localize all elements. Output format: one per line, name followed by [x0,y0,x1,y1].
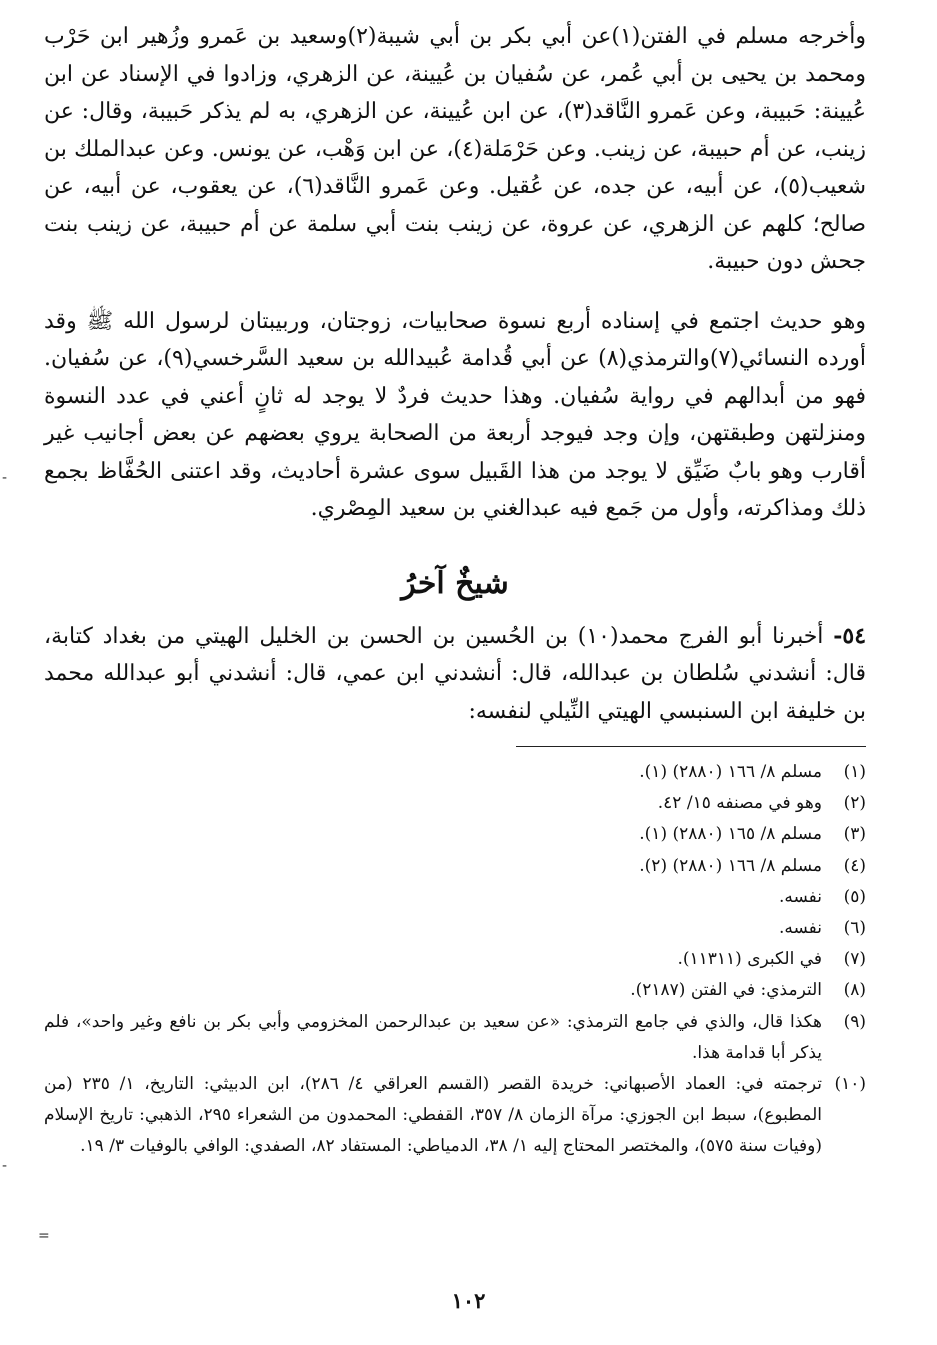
margin-mark: - [2,470,8,486]
entry-number: ٥٤- [833,622,867,649]
footnote-text: ترجمته في: العماد الأصبهاني: خريدة القصر (القسم العراقي ٤/ ٢٨٦)، ابن الدبيثي: التاريخ، ١/ ٢٣٥ (من المطبوع)، سبط ابن الجوزي: مرآة الزمان ٨/ ٣٥٧، القفطي: المحمدون من الشعراء ٢٩٥، الذهبي: تاريخ الإسلام (وفيات سنة ٥٧٥)، والمختصر المحتاج إليه ١/ ٣٨، الدمياطي: المستفاد ٨٢، الصفدي: الوافي بالوفيات ٣/ ١٩. [44,1074,823,1157]
footnote-4 [44,851,866,882]
footnote-7 [44,944,866,975]
page-number: ١٠٢ [451,1288,486,1313]
footnote-number: (٧) [843,949,866,970]
footnote-1 [44,757,866,788]
footnote-3 [44,819,866,850]
footnote-text: مسلم ٨/ ١٦٦ (٢٨٨٠) (١). [639,762,822,782]
footnote-separator [516,746,866,747]
footnote-text: مسلم ٨/ ١٦٦ (٢٨٨٠) (٢). [639,855,822,876]
footnote-5 [44,882,866,913]
body-paragraph-2: وهو حديث اجتمع في إسناده أربع نسوة صحابيات، زوجتان، وربيبتان لرسول الله ﷺ وقد أورده النسائي(٧)والترمذي(٨) عن أبي قُدامة عُبيدالله بن سعيد السَّرخسي(٩)، عن سُفيان. فهو من أبدالهم في رواية سُفيان. وهذا حديث فردٌ لا يوجد له ثانٍ أعني في عدد النسوة ومنزلتهن وطبقتهن، وإن وجد فيوجد أربعة من الصحابة يروي بعضهم عن بعض أجانيب غير أقارب وهو بابٌ ضَيِّق لا يوجد من هذا القَبيل سوى عشرة أحاديث، وقد اعتنى الحُفَّاظ بجمع ذلك ومذاكرته، وأول من جَمع فيه عبدالغني بن سعيد المِصْري. [44,308,866,521]
footnote-number: (٣) [843,824,866,845]
section-heading: شيخٌ آخرُ [401,565,509,601]
footnote-text: في الكبرى (١١٣١١). [677,949,822,970]
footnote-number: (٤) [843,855,866,876]
footnote-number: (١) [843,762,866,782]
footnote-number: (١٠) [834,1074,866,1095]
footnote-text: مسلم ٨/ ١٦٥ (٢٨٨٠) (١). [639,824,822,845]
body-paragraph-3 [44,618,866,731]
footnotes-list [44,757,866,1163]
footnote-number: (٥) [843,886,866,907]
margin-mark: = [38,1228,50,1244]
footnote-6 [44,913,866,944]
footnote-text: وهو في مصنفه ١٥/ ٤٢. [657,793,822,814]
footnote-text: نفسه. [778,886,822,907]
footnote-number: (٨) [843,980,866,1001]
footnote-text: هكذا قال، والذي في جامع الترمذي: «عن سعيد بن عبدالرحمن المخزومي وأبي بكر بن نافع وغير واحد»، فلم يذكر أبا قدامة هذا. [44,1011,822,1063]
footnote-number: (٩) [843,1011,866,1032]
entry-text: أخبرنا أبو الفرج محمد(١٠) بن الحُسين بن الحسن بن الخليل الهيتي من بغداد كتابة، قال: أنشدني سُلطان بن عبدالله، قال: أنشدني ابن عمي، قال: أنشدني أبو عبدالله محمد بن خليفة ابن السنبسي الهيتي النِّيلي لنفسه: [44,623,866,724]
footnote-9 [44,1007,866,1069]
footnote-10 [44,1069,866,1163]
footnote-text: نفسه. [778,918,822,939]
margin-mark: - [2,1158,8,1174]
footnote-8 [44,975,866,1006]
page-content [44,18,866,1163]
footnote-number: (٦) [843,918,866,939]
footnote-2 [44,788,866,819]
body-paragraph-1: وأخرجه مسلم في الفتن(١)عن أبي بكر بن أبي شيبة(٢)وسعيد بن عَمرو وزُهير ابن حَرْب ومحمد بن يحيى بن أبي عُمر، عن سُفيان بن عُيينة، عن الزهري، وزادوا في الإسناد عن ابن عُيينة: حَبيبة، وعن عَمرو النَّاقد(٣)، عن ابن عُيينة، عن الزهري، به لم يذكر حَبيبة، وقال: عن زينب، عن أم حبيبة، عن زينب. وعن حَرْمَلة(٤)، عن ابن وَهْب، عن يونس. وعن عبدالملك بن شعيب(٥)، عن أبيه، عن جده، عن عُقيل. وعن عَمرو النَّاقد(٦)، عن يعقوب، عن أبيه، عن صالح؛ كلهم عن الزهري، عن عروة، عن زينب بنت أبي سلمة عن أم حبيبة، عن زينب بنت جحش دون حبيبة. [44,24,867,274]
footnote-number: (٢) [843,793,866,814]
footnote-text: الترمذي: في الفتن (٢١٨٧). [630,980,822,1001]
